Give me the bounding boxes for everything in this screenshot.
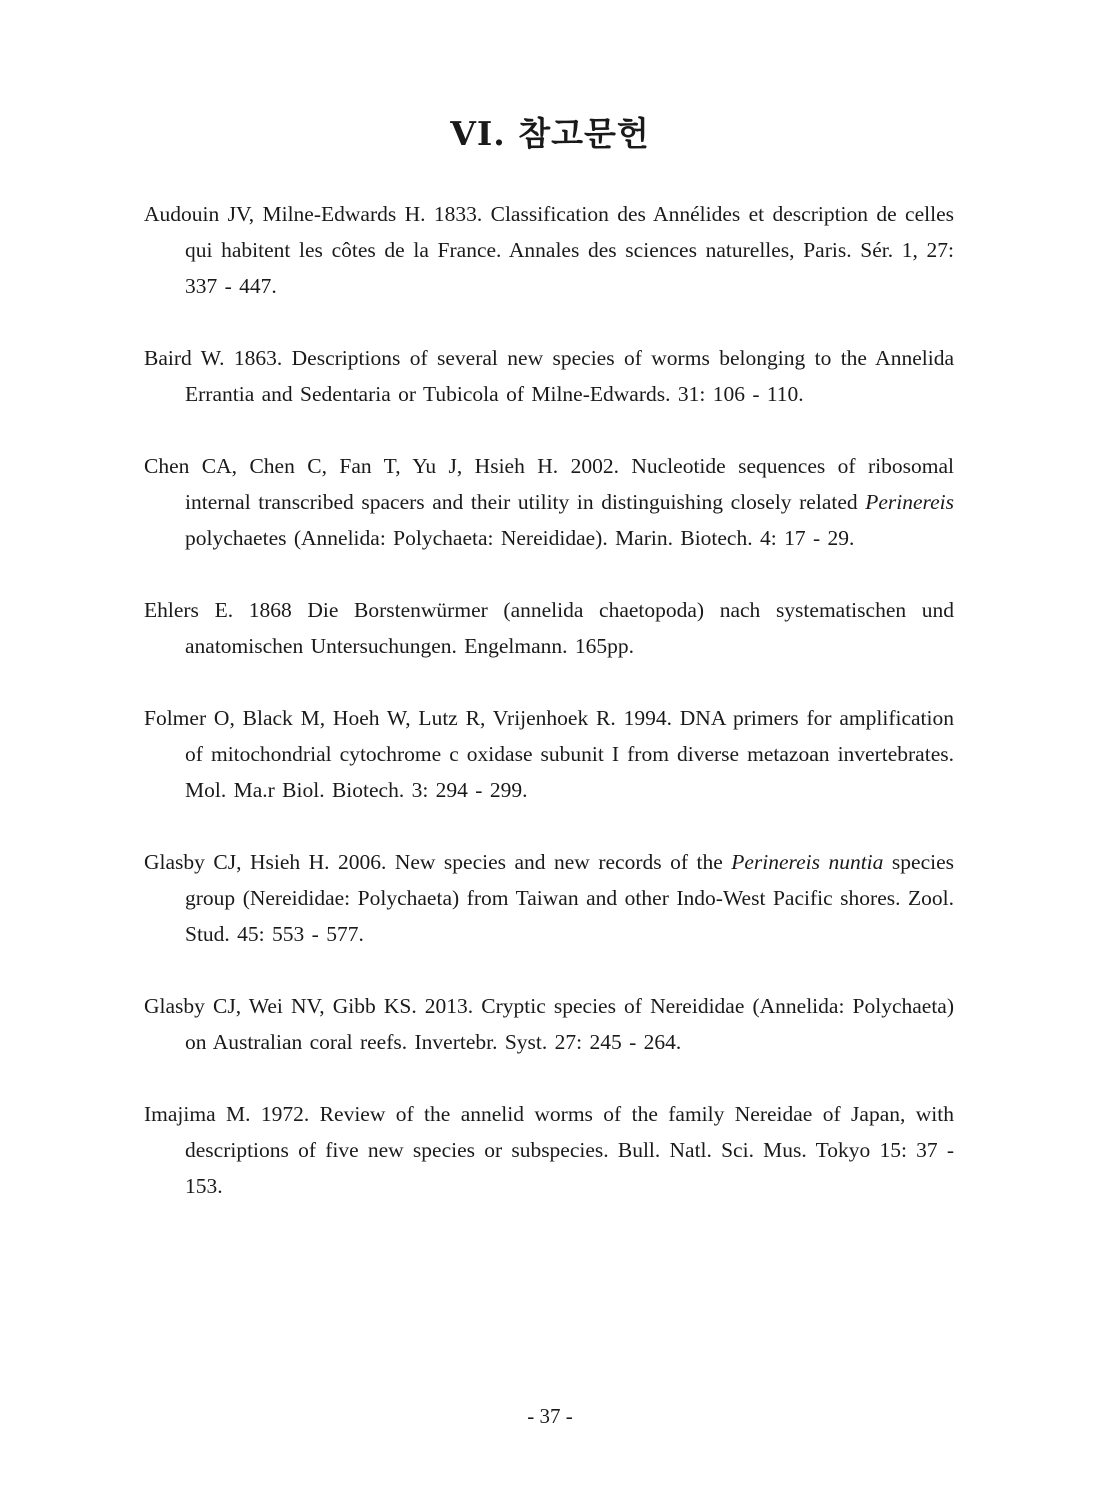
page-title: VI. 참고문헌 [450,114,650,153]
reference-text: Folmer O, Black M, Hoeh W, Lutz R, Vrijenhoek R. 1994. DNA primers for amplification of mitochondrial cytochrome c oxidase subunit I from diverse metazoan invertebrates. Mol. Ma.r Biol. Biotech. 3: 294 - 299. [144,706,954,802]
page-number: - 37 - [527,1404,573,1428]
species-name-italic: Perinereis nuntia [731,850,884,874]
reference-text: Ehlers E. 1868 Die Borstenwürmer (annelida chaetopoda) nach systematischen und anatomischen Untersuchungen. Engelmann. 165pp. [144,598,954,658]
reference-item [144,592,954,664]
reference-text: Chen CA, Chen C, Fan T, Yu J, Hsieh H. 2002. Nucleotide sequences of ribosomal internal transcribed spacers and their utility in distinguishing closely related [144,454,954,514]
reference-text: Audouin JV, Milne-Edwards H. 1833. Classification des Annélides et description de celles qui habitent les côtes de la France. Annales des sciences naturelles, Paris. Sér. 1, 27: 337 - 447. [144,202,954,298]
reference-text: species group (Nereididae: Polychaeta) from Taiwan and other Indo-West Pacific shores. Zool. Stud. 45: 553 - 577. [185,850,954,946]
reference-item [144,988,954,1060]
reference-item [144,448,954,556]
reference-text: polychaetes (Annelida: Polychaeta: Nereididae). Marin. Biotech. 4: 17 - 29. [185,526,855,550]
reference-item [144,1096,954,1204]
reference-text: Imajima M. 1972. Review of the annelid worms of the family Nereidae of Japan, with descriptions of five new species or subspecies. Bull. Natl. Sci. Mus. Tokyo 15: 37 - 153. [144,1102,954,1198]
reference-list [144,196,954,1240]
reference-item [144,196,954,304]
species-name-italic: Perinereis [865,490,954,514]
reference-item [144,700,954,808]
reference-text: Glasby CJ, Hsieh H. 2006. New species and new records of the [144,850,732,874]
reference-text: Glasby CJ, Wei NV, Gibb KS. 2013. Cryptic species of Nereididae (Annelida: Polychaeta) on Australian coral reefs. Invertebr. Syst. 27: 245 - 264. [144,994,954,1054]
reference-item [144,844,954,952]
reference-text: Baird W. 1863. Descriptions of several new species of worms belonging to the Annelida Errantia and Sedentaria or Tubicola of Milne-Edwards. 31: 106 - 110. [144,346,954,406]
reference-item [144,340,954,412]
